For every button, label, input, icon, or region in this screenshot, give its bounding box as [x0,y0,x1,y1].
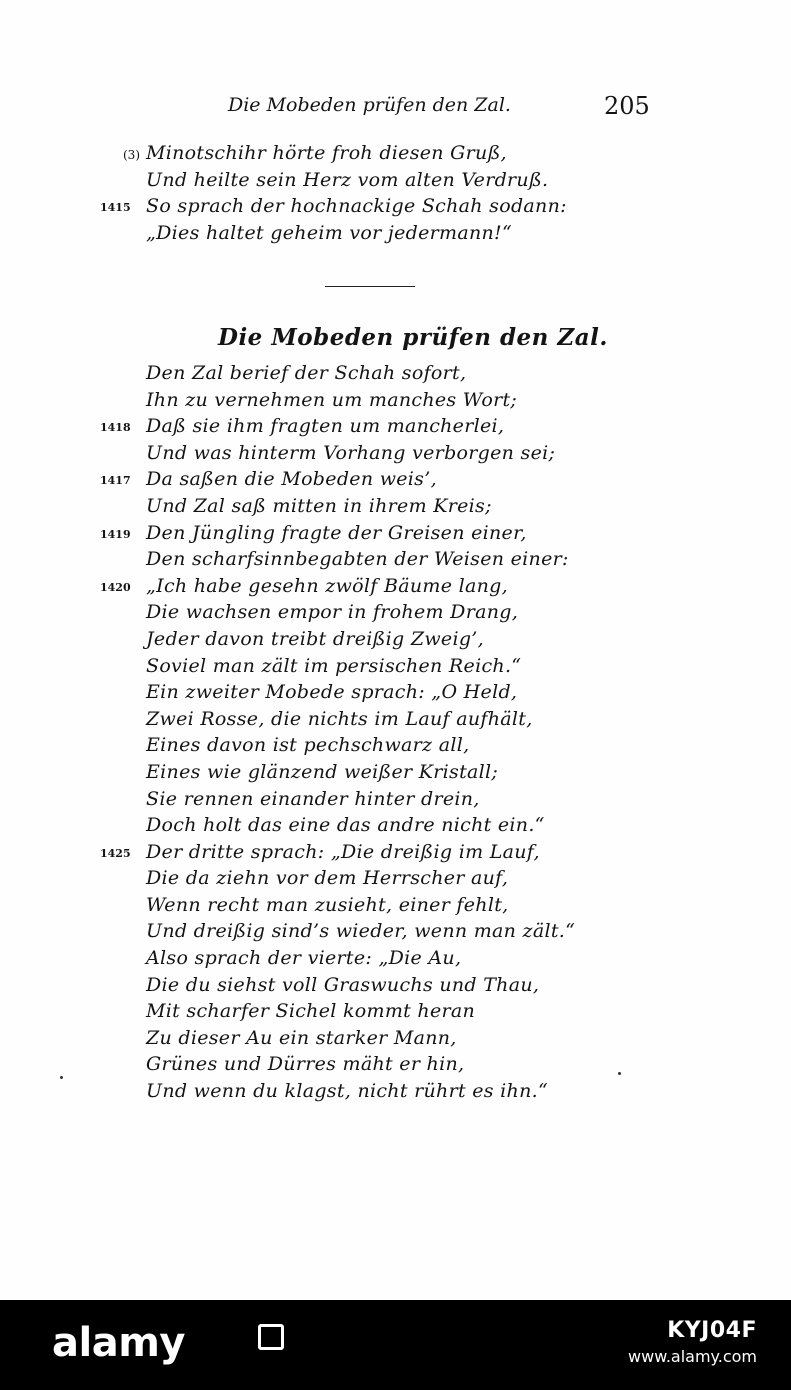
verse-line [0,442,791,469]
verse-line [0,575,791,602]
verse-text: So sprach der hochnackige Schah sodann: [146,195,567,218]
verse-line [0,495,791,522]
verse-text: Eines wie glänzend weißer Kristall; [146,760,499,783]
verse-line [0,1053,791,1080]
brand-logo: alamy [52,1320,185,1366]
verse-text: Zu dieser Au ein starker Mann, [146,1026,457,1049]
verse-line [0,169,791,196]
footer-info [628,1318,757,1366]
verse-text: „Dies haltet geheim vor jedermann!“ [146,221,512,244]
verse-line [0,548,791,575]
verse-text: Und Zal saß mitten in ihrem Kreis; [146,494,492,517]
footnote-marker: (3) [123,148,140,162]
verse-text: Die du siehst voll Graswuchs und Thau, [146,973,540,996]
verse-line [0,1000,791,1027]
verse-text: Und dreißig sind’s wieder, wenn man zält.“ [146,920,576,943]
verse-text: Daß sie ihm fragten um mancherlei, [146,415,505,438]
watermark-footer [0,1300,791,1390]
verse-text: Ein zweiter Mobede sprach: „O Held, [146,681,518,704]
verse-text: Grünes und Dürres mäht er hin, [146,1053,465,1076]
line-number: 1419 [100,527,131,541]
scan-speck [618,1072,621,1075]
verse-line [0,920,791,947]
page-number: 205 [604,92,650,120]
brand-square-icon [258,1324,284,1350]
verse-line [0,222,791,249]
top-stanza [0,142,791,248]
verse-line [0,389,791,416]
verse-line [0,681,791,708]
verse-text: Jeder davon treibt dreißig Zweig’, [146,627,484,650]
verse-text: Der dritte sprach: „Die dreißig im Lauf, [146,840,540,863]
verse-text: Und wenn du klagst, nicht rührt es ihn.“ [146,1080,548,1103]
verse-text: „Ich habe gesehn zwölf Bäume lang, [146,574,508,597]
verse-line [0,788,791,815]
running-header [0,92,791,124]
verse-line [0,362,791,389]
verse-text: Und heilte sein Herz vom alten Verdruß. [146,168,549,191]
verse-text: Minotschihr hörte froh diesen Gruß, [146,142,507,164]
verse-line [0,522,791,549]
image-id: KYJ04F [667,1318,757,1343]
verse-line [0,974,791,1001]
verse-line [0,415,791,442]
verse-line [0,761,791,788]
verse-line [0,655,791,682]
line-number: 1425 [100,846,131,860]
verse-text: Doch holt das eine das andre nicht ein.“ [146,814,545,837]
line-number: 1418 [100,421,131,435]
verse-line [0,708,791,735]
verse-line [0,468,791,495]
verse-text: Soviel man zält im persischen Reich.“ [146,654,522,677]
verse-text: Und was hinterm Vorhang verborgen sei; [146,441,556,464]
verse-text: Sie rennen einander hinter drein, [146,787,480,810]
verse-text: Da saßen die Mobeden weis’, [146,468,437,491]
verse-line [0,1080,791,1107]
line-number: 1415 [100,201,131,215]
verse-text: Wenn recht man zusieht, einer fehlt, [146,893,509,916]
section-divider [325,286,415,287]
site-url: www.alamy.com [628,1347,757,1366]
verse-text: Ihn zu vernehmen um manches Wort; [146,388,518,411]
verse-line [0,601,791,628]
verse-text: Eines davon ist pechschwarz all, [146,734,470,757]
verse-line [0,894,791,921]
verse-text: Den Jüngling fragte der Greisen einer, [146,521,527,544]
verse-line [0,867,791,894]
verse-text: Mit scharfer Sichel kommt heran [146,1000,476,1023]
verse-line [0,947,791,974]
verse-text: Die wachsen empor in frohem Drang, [146,601,519,624]
verse-line [0,195,791,222]
line-number: 1417 [100,474,131,488]
verse-text: Also sprach der vierte: „Die Au, [146,947,462,970]
line-number: 1420 [100,580,131,594]
verse-line [0,1027,791,1054]
running-title: Die Mobeden prüfen den Zal. [228,94,511,116]
main-stanza [0,362,791,1107]
verse-line [0,814,791,841]
section-heading: Die Mobeden prüfen den Zal. [218,324,608,351]
verse-text: Den scharfsinnbegabten der Weisen einer: [146,548,569,571]
scan-speck [60,1076,63,1079]
verse-line [0,734,791,761]
verse-text: Den Zal berief der Schah sofort, [146,362,467,384]
verse-text: Zwei Rosse, die nichts im Lauf aufhält, [146,707,533,730]
verse-line [0,142,791,169]
verse-line [0,841,791,868]
verse-text: Die da ziehn vor dem Herrscher auf, [146,867,509,890]
verse-line [0,628,791,655]
